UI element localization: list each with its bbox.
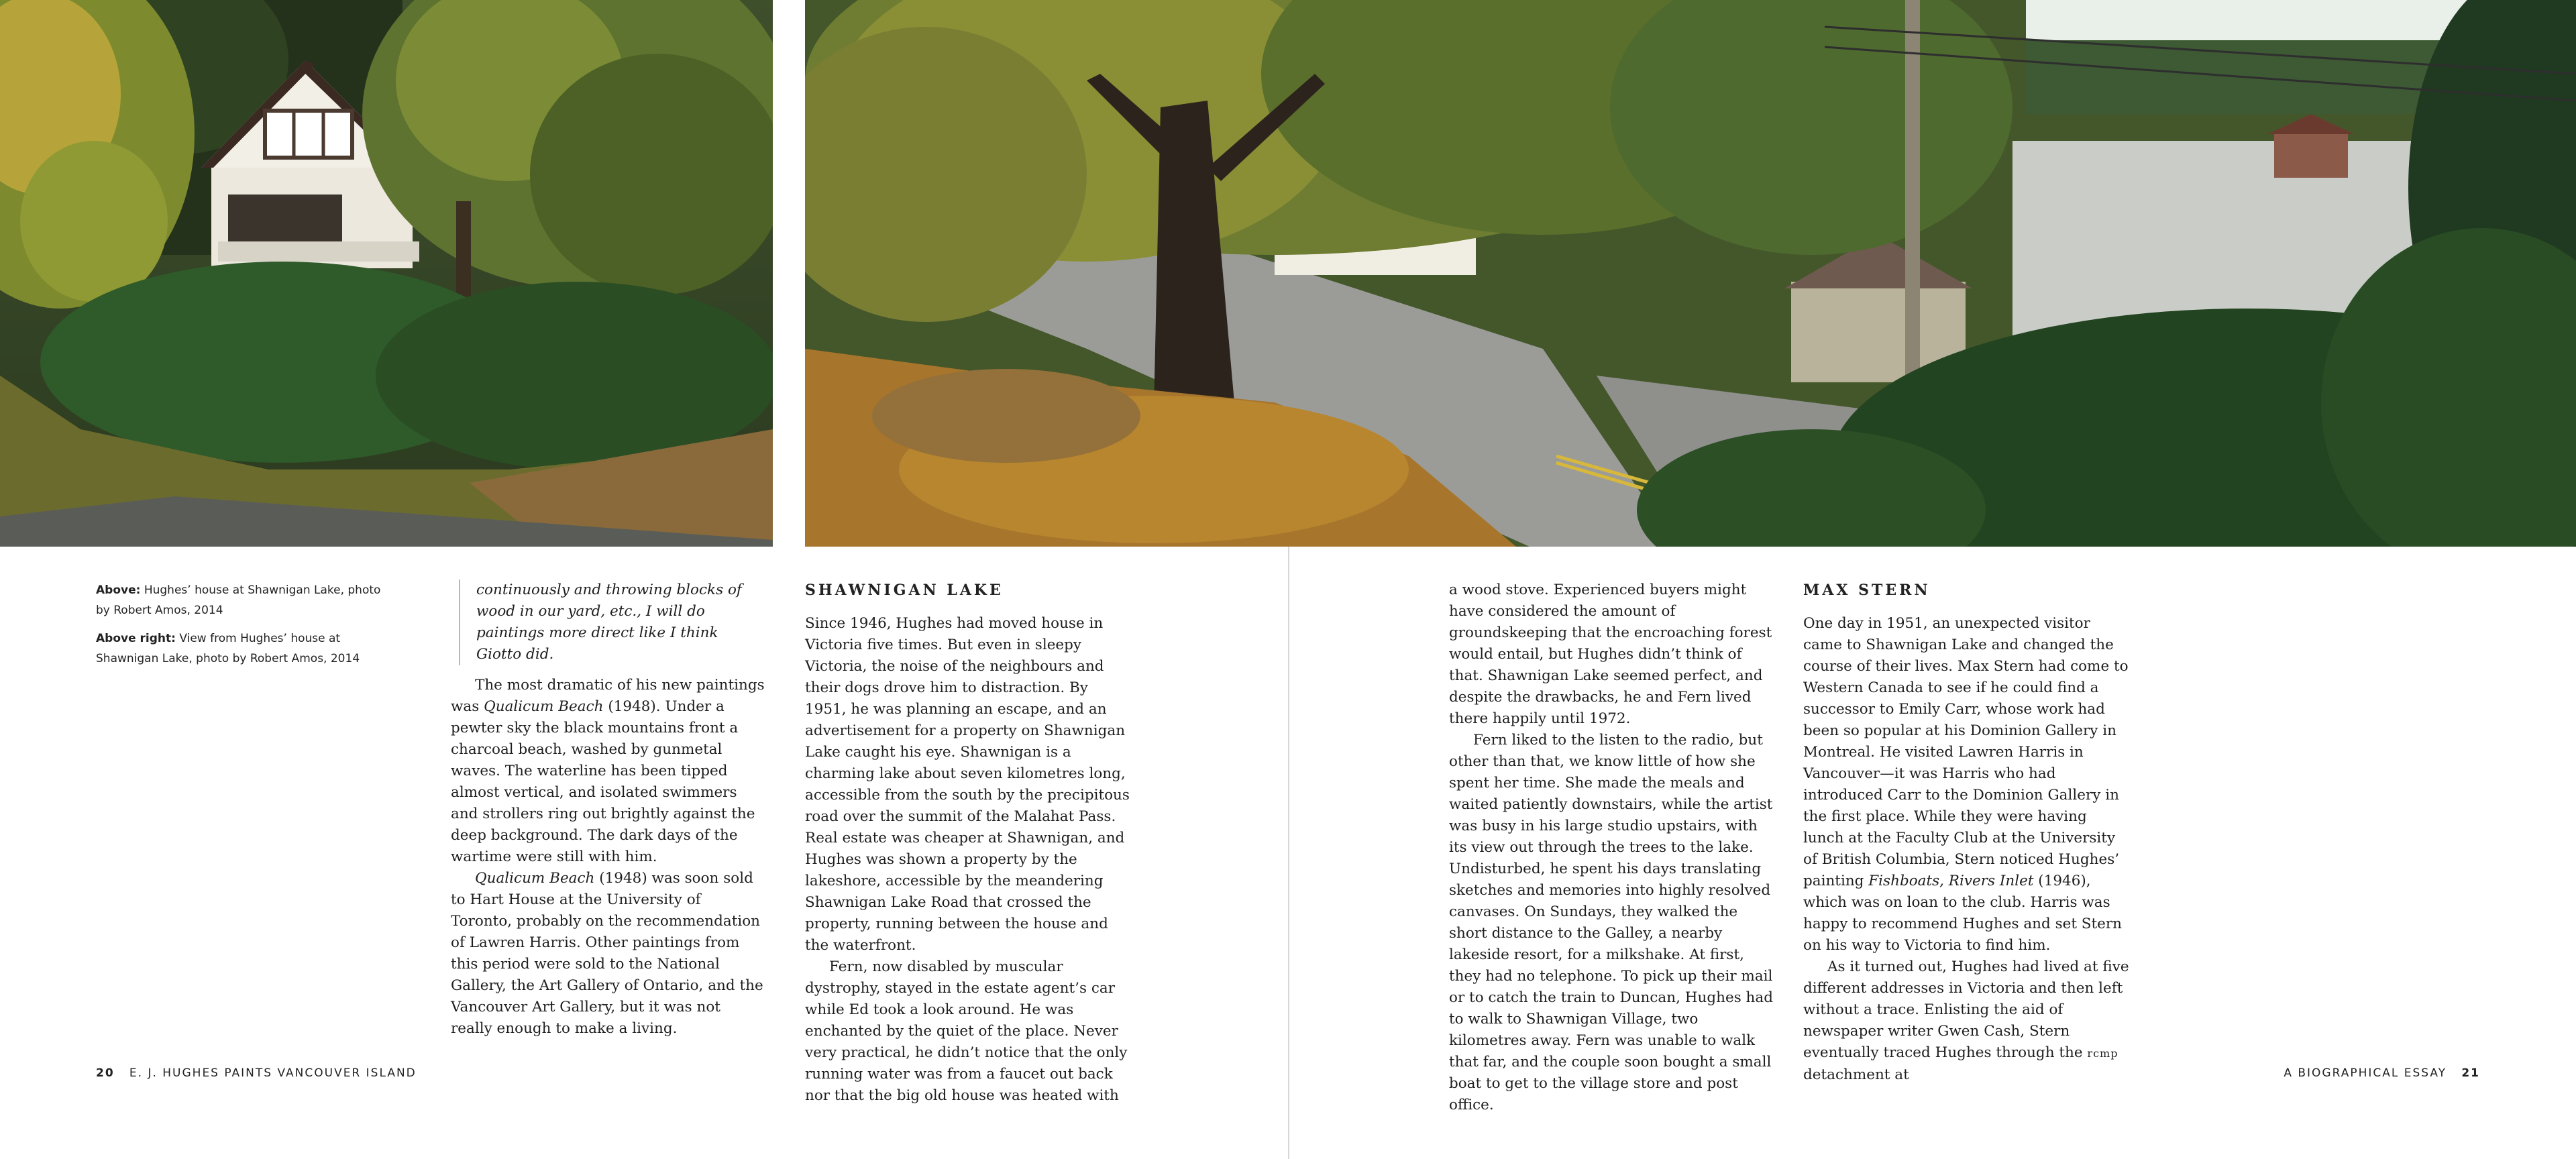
paragraph-text: As it turned out, Hughes had lived at five different addresses in Victoria and then left without a trace. Enlisting the aid of newspaper writer Gwen Cash, Stern eventually traced Hughes through the bbox=[1803, 958, 2129, 1061]
paragraph: a wood stove. Experienced buyers might have considered the amount of groundskeeping that the encroaching forest would entail, but Hughes didn’t think of that. Shawnigan Lake seemed perfect, and despite the drawbacks, he and Fern lived there happily until 1972. bbox=[1449, 582, 1772, 727]
small-caps-acronym: rcmp bbox=[2087, 1047, 2118, 1060]
section-heading-shawnigan-lake: SHAWNIGAN LAKE bbox=[805, 582, 1004, 599]
left-page-footer bbox=[96, 1066, 417, 1080]
lake-view-photo bbox=[805, 0, 2576, 547]
caption-above bbox=[96, 580, 391, 620]
paragraph-text: (1948) was soon sold to Hart House at the University of Toronto, probably on the recommendation of Lawren Harris. Other paintings from this period were sold to the National Gallery, the Art Gallery of Ontario, and the Vancouver Art Gallery, but it was not really enough to make a living. bbox=[451, 870, 763, 1037]
running-title-right: A BIOGRAPHICAL ESSAY bbox=[2284, 1066, 2447, 1080]
hughes-house-photo bbox=[0, 0, 773, 547]
right-page-footer bbox=[2284, 1066, 2480, 1080]
hughes-house-image bbox=[0, 0, 773, 547]
lake-view-image bbox=[805, 0, 2576, 547]
paragraph-text: (1946), which was on loan to the club. Harris was happy to recommend Hughes and set Stern on his way to Victoria to find him. bbox=[1803, 873, 2123, 954]
pull-quote bbox=[459, 580, 766, 665]
paragraph-text: detachment at bbox=[1803, 1066, 1909, 1083]
section-heading-max-stern: MAX STERN bbox=[1803, 582, 1931, 599]
page-gutter bbox=[1288, 547, 1289, 1159]
running-title-left: E. J. HUGHES PAINTS VANCOUVER ISLAND bbox=[129, 1066, 417, 1080]
paragraph bbox=[451, 868, 766, 1040]
text-column-2 bbox=[805, 580, 1134, 1107]
paragraph bbox=[451, 675, 766, 868]
photo-captions bbox=[96, 580, 391, 677]
paragraph: Fern liked to the listen to the radio, but other than that, we know little of how she spent her time. She made the meals and waited patiently downstairs, while the artist was busy in his large studio upstairs, with its view out through the trees to the lake. Undisturbed, he spent his days translating sketches and memories into highly resolved canvases. On Sundays, they walked the short distance to the Galley, a nearby lakeside resort, for a milkshake. At first, they had no telephone. To pick up their mail or to catch the train to Duncan, Hughes had to walk to Shawnigan Village, two kilometres away. Fern was unable to walk that far, and the couple soon bought a small boat to get to the village store and post office. bbox=[1449, 732, 1773, 1113]
pull-quote-text: continuously and throwing blocks of wood in our yard, etc., I will do paintings more direct like I think Giotto did. bbox=[476, 582, 742, 663]
caption-above-right-text: View from Hughes’ house at Shawnigan Lake, photo by Robert Amos, 2014 bbox=[96, 632, 360, 665]
page-number-right: 21 bbox=[2461, 1066, 2480, 1080]
text-column-1 bbox=[451, 580, 766, 1040]
painting-title: Qualicum Beach bbox=[484, 698, 604, 715]
text-column-3 bbox=[1449, 580, 1778, 1116]
paragraph bbox=[1803, 613, 2132, 956]
caption-above-text: Hughes’ house at Shawnigan Lake, photo by Robert Amos, 2014 bbox=[96, 584, 381, 617]
paragraph-text: The most dramatic of his new paintings was bbox=[451, 677, 765, 715]
caption-above-right-label: Above right: bbox=[96, 632, 176, 645]
painting-title: Fishboats, Rivers Inlet bbox=[1868, 873, 2034, 889]
text-column-4 bbox=[1803, 580, 2132, 1086]
paragraph: Fern, now disabled by muscular dystrophy, stayed in the estate agent’s car while Ed took a look around. He was enchanted by the quiet of the place. Never very practical, he didn’t notice that the only running water was from a faucet out back nor that the big old house was heated with bbox=[805, 958, 1128, 1104]
caption-above-right bbox=[96, 628, 391, 669]
caption-above-label: Above: bbox=[96, 584, 141, 597]
paragraph-text: (1948). Under a pewter sky the black mountains front a charcoal beach, washed by gunmetal waves. The waterline has been tipped almost vertical, and isolated swimmers and strollers ring out brightly against the deep background. The dark days of the wartime were still with him. bbox=[451, 698, 755, 865]
paragraph-text: One day in 1951, an unexpected visitor came to Shawnigan Lake and changed the course of their lives. Max Stern had come to Western Canada to see if he could find a successor to Emily Carr, whose work had been so popular at his Dominion Gallery in Montreal. He visited Lawren Harris in Vancouver—it was Harris who had introduced Carr to the Dominion Gallery in the first place. While they were having lunch at the Faculty Club at the University of British Columbia, Stern noticed Hughes’ painting bbox=[1803, 615, 2129, 889]
paragraph: Since 1946, Hughes had moved house in Victoria five times. But even in sleepy Victoria, the noise of the neighbours and their dogs drove him to distraction. By 1951, he was planning an escape, and an advertisement for a property on Shawnigan Lake caught his eye. Shawnigan is a charming lake about seven kilometres long, accessible from the south by the precipitous road over the summit of the Malahat Pass. Real estate was cheaper at Shawnigan, and Hughes was shown a property by the lakeshore, accessible by the meandering Shawnigan Lake Road that crossed the property, running between the house and the waterfront. bbox=[805, 615, 1130, 954]
page-number-left: 20 bbox=[96, 1066, 115, 1080]
painting-title: Qualicum Beach bbox=[475, 870, 595, 887]
paragraph bbox=[1803, 956, 2132, 1086]
